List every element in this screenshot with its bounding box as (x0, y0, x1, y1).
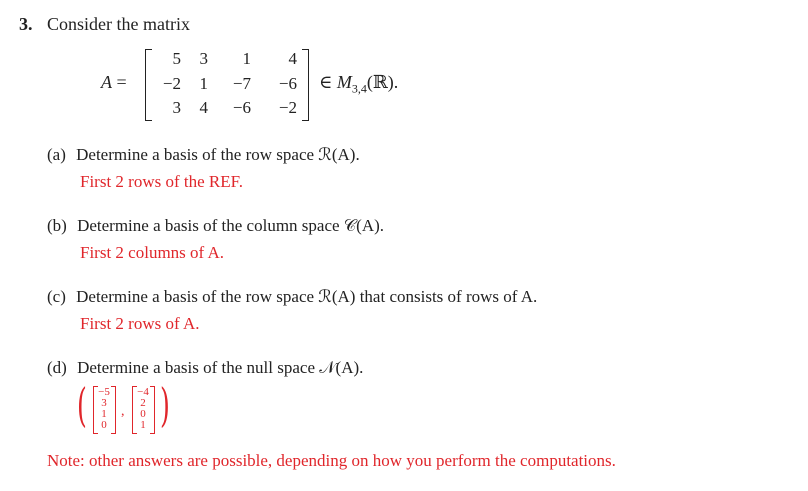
vector-2-entry: 2 (140, 397, 146, 409)
vector-2-right-bracket (150, 386, 155, 434)
equals-sign: = (116, 72, 127, 92)
part-c-label: (c) (47, 287, 66, 306)
membership-field: (ℝ). (366, 72, 399, 92)
part-c-answer: First 2 rows of A. (80, 314, 200, 333)
matrix-cell: 1 (199, 74, 208, 93)
part-b-label: (b) (47, 216, 67, 235)
matrix-cell: 3 (172, 98, 181, 117)
part-c-text: Determine a basis of the row space ℛ(A) that consists of rows of A. (76, 287, 538, 306)
membership-symbol: ∈ M (319, 72, 352, 92)
part-a-label: (a) (47, 145, 66, 164)
part-b-question (47, 216, 384, 236)
membership-subscript: 3,4 (351, 81, 367, 96)
right-paren: ) (160, 378, 170, 432)
part-d-question (47, 358, 363, 378)
matrix-cell: −2 (278, 98, 297, 117)
part-c-question (47, 287, 537, 307)
matrix-name: A (101, 72, 112, 92)
matrix-cell: 5 (172, 49, 181, 68)
vector-separator: , (121, 404, 125, 419)
problem-intro: Consider the matrix (47, 14, 190, 34)
matrix-cell: 4 (199, 98, 208, 117)
vector-1-right-bracket (111, 386, 116, 434)
matrix-cell: −7 (232, 74, 251, 93)
matrix-lhs (101, 72, 127, 93)
vector-1-entry: 0 (101, 419, 107, 431)
problem-header (19, 14, 190, 35)
footnote: Note: other answers are possible, depending on how you perform the computations. (47, 451, 616, 470)
left-paren: ( (77, 378, 87, 432)
matrix-cell: −2 (162, 74, 181, 93)
matrix-cell: 1 (242, 49, 251, 68)
matrix-cell: 4 (288, 49, 297, 68)
part-d-label: (d) (47, 358, 67, 377)
part-b-answer: First 2 columns of A. (80, 243, 225, 262)
matrix-cell: −6 (278, 74, 297, 93)
vector-2-entry: 1 (140, 419, 146, 431)
matrix-cell: 3 (199, 49, 208, 68)
part-a-answer: First 2 rows of the REF. (80, 172, 243, 191)
matrix-right-bracket (302, 49, 309, 121)
part-d-text: Determine a basis of the null space 𝒩(A). (77, 358, 364, 377)
vector-1-entry: 3 (101, 397, 107, 409)
vector-2-entry: 0 (140, 408, 146, 420)
matrix-membership (319, 72, 398, 97)
problem-number: 3. (19, 14, 33, 34)
vector-1-entry: −5 (98, 386, 110, 398)
vector-1-entry: 1 (101, 408, 107, 420)
vector-2-entry: −4 (137, 386, 149, 398)
part-b-text: Determine a basis of the column space 𝒞(A). (77, 216, 385, 235)
part-a-text: Determine a basis of the row space ℛ(A). (76, 145, 360, 164)
matrix-cell: −6 (232, 98, 251, 117)
part-a-question (47, 145, 360, 165)
